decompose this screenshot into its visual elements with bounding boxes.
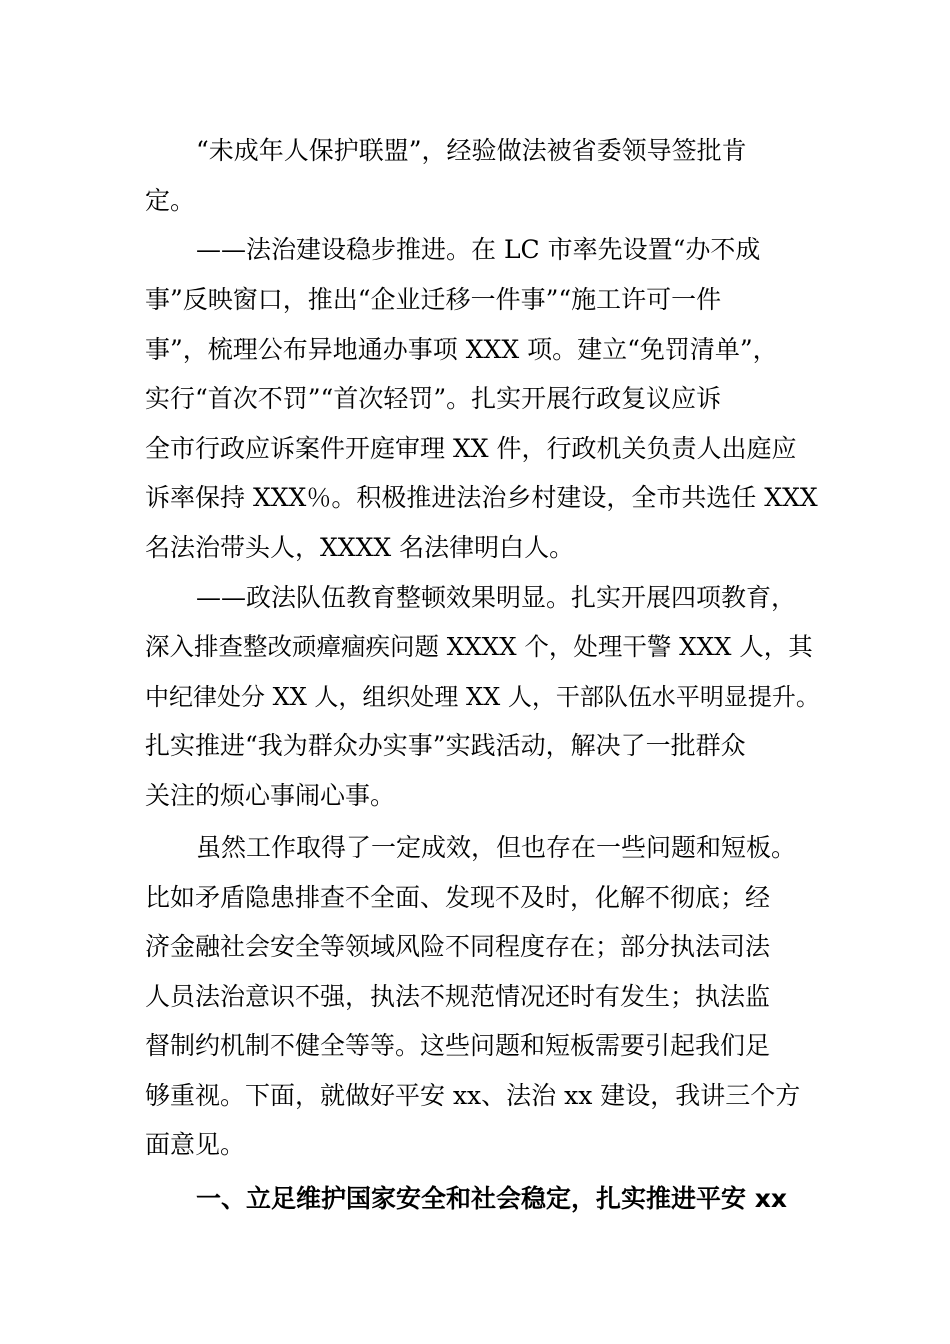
paragraph-4-line-6: 够重视。下面，就做好平安 xx、法治 xx 建设，我讲三个方 [145, 1081, 801, 1110]
paragraph-2-line-4: 实行“首次不罚”“首次轻罚”。扎实开展行政复议应诉 [145, 384, 722, 413]
section-heading: 一、立足维护国家安全和社会稳定，扎实推进平安 xx [196, 1184, 787, 1213]
paragraph-3-line-5: 关注的烦心事闹心事。 [145, 781, 396, 810]
paragraph-2-line-2: 事”反映窗口，推出“企业迁移一件事”“施工许可一件 [145, 285, 722, 314]
paragraph-4-line-4: 人员法治意识不强，执法不规范情况还时有发生；执法监 [145, 982, 771, 1011]
paragraph-2-line-6: 诉率保持 XXX％。积极推进法治乡村建设，全市共选任 XXX [145, 483, 818, 512]
paragraph-3-line-4: 扎实推进“我为群众办实事”实践活动，解决了一批群众 [145, 731, 746, 760]
paragraph-1-line-2: 定。 [145, 186, 196, 215]
paragraph-4-line-2: 比如矛盾隐患排查不全面、发现不及时，化解不彻底；经 [145, 883, 771, 912]
paragraph-4-line-1: 虽然工作取得了一定成效，但也存在一些问题和短板。 [196, 833, 797, 862]
paragraph-1-line-1: “未成年人保护联盟”，经验做法被省委领导签批肯 [196, 136, 747, 165]
paragraph-2-line-1: ——法治建设稳步推进。在 LC 市率先设置“办不成 [196, 235, 761, 264]
paragraph-2-line-3: 事”，梳理公布异地通办事项 XXX 项。建立“免罚清单”， [145, 335, 778, 364]
paragraph-2-line-7: 名法治带头人，XXXX 名法律明白人。 [145, 533, 575, 562]
paragraph-3-line-1: ——政法队伍教育整顿效果明显。扎实开展四项教育， [196, 583, 797, 612]
paragraph-3-line-3: 中纪律处分 XX 人，组织处理 XX 人，干部队伍水平明显提升。 [145, 683, 820, 711]
paragraph-4-line-7: 面意见。 [145, 1130, 246, 1159]
paragraph-4-line-5: 督制约机制不健全等等。这些问题和短板需要引起我们足 [145, 1031, 771, 1060]
paragraph-4-line-3: 济金融社会安全等领域风险不同程度存在；部分执法司法 [145, 932, 771, 961]
paragraph-2-line-5: 全市行政应诉案件开庭审理 XX 件，行政机关负责人出庭应 [145, 434, 797, 463]
paragraph-3-line-2: 深入排查整改顽瘴痼疾问题 XXXX 个，处理干警 XXX 人，其 [145, 632, 813, 661]
